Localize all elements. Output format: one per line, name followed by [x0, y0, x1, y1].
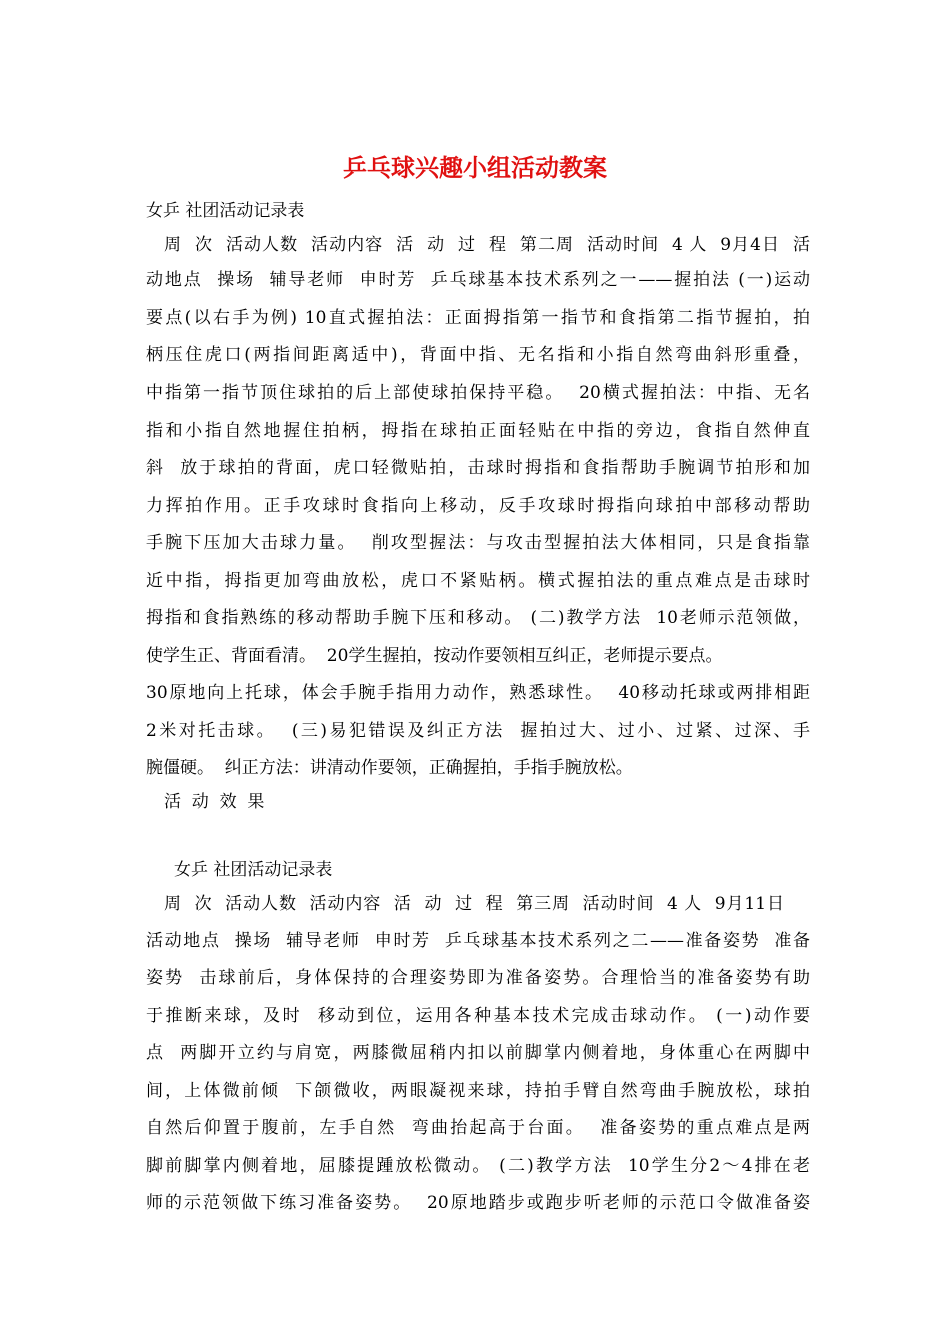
paragraph-line: 周 次 活动人数 活动内容 活 动 过 程 第三周 活动时间 4 人 9月11日: [164, 894, 784, 914]
paragraph-line: 拇指和食指熟练的移动帮助手腕下压和移动。 (二)教学方法 10老师示范领做，: [146, 608, 810, 628]
paragraph-line: 脚前脚掌内侧着地，屈膝提踵放松微动。 (二)教学方法 10学生分2～4排在老: [146, 1156, 810, 1176]
paragraph-line: 柄压住虎口(两指间距离适中)，背面中指、无名指和小指自然弯曲斜形重叠，: [146, 345, 810, 365]
paragraph-line: 近中指，拇指更加弯曲放松，虎口不紧贴柄。横式握拍法的重点难点是击球时: [146, 571, 810, 591]
paragraph-line: 要点(以右手为例) 10直式握拍法：正面拇指第一指节和食指第二指节握拍，拍: [146, 308, 810, 328]
paragraph-line: 使学生正、背面看清。 20学生握拍，按动作要领相互纠正，老师提示要点。: [146, 646, 723, 666]
section-heading: 女乒 社团活动记录表: [174, 860, 333, 880]
section-heading: 女乒 社团活动记录表: [146, 201, 305, 221]
paragraph-line: 周 次 活动人数 活动内容 活 动 过 程 第二周 活动时间 4 人 9月4日 活: [146, 235, 810, 255]
paragraph-line: 指和小指自然地握住拍柄，拇指在球拍正面轻贴在中指的旁边，食指自然伸直: [146, 421, 810, 441]
paragraph-line: 30原地向上托球，体会手腕手指用力动作，熟悉球性。 40移动托球或两排相距: [146, 683, 810, 703]
activity-effect-label: 活 动 效 果: [164, 792, 265, 812]
paragraph-line: 斜 放于球拍的背面，虎口轻微贴拍，击球时拇指和食指帮助手腕调节拍形和加: [146, 458, 810, 478]
paragraph-line: 2米对托击球。 (三)易犯错误及纠正方法 握拍过大、过小、过紧、过深、手: [146, 721, 810, 741]
paragraph-line: 中指第一指节顶住球拍的后上部使球拍保持平稳。 20横式握拍法：中指、无名: [146, 383, 810, 403]
paragraph-line: 间，上体微前倾 下颌微收，两眼凝视来球，持拍手臂自然弯曲手腕放松，球拍: [146, 1081, 810, 1101]
paragraph-line: 腕僵硬。 纠正方法：讲清动作要领，正确握拍，手指手腕放松。: [146, 758, 633, 778]
paragraph-line: 活动地点 操场 辅导老师 申时芳 乒乓球基本技术系列之二——准备姿势 准备: [146, 931, 810, 951]
paragraph-line: 点 两脚开立约与肩宽，两膝微屈稍内扣以前脚掌内侧着地，身体重心在两脚中: [146, 1043, 810, 1063]
paragraph-line: 力挥拍作用。正手攻球时食指向上移动，反手攻球时拇指向球拍中部移动帮助: [146, 496, 810, 516]
paragraph-line: 手腕下压加大击球力量。 削攻型握法：与攻击型握拍法大体相同，只是食指靠: [146, 533, 810, 553]
paragraph-line: 于推断来球，及时 移动到位，运用各种基本技术完成击球动作。 (一)动作要: [146, 1006, 810, 1026]
paragraph-line: 自然后仰置于腹前，左手自然 弯曲抬起高于台面。 准备姿势的重点难点是两: [146, 1118, 810, 1138]
paragraph-line: 动地点 操场 辅导老师 申时芳 乒乓球基本技术系列之一——握拍法 (一)运动: [146, 270, 810, 290]
paragraph-line: 师的示范领做下练习准备姿势。 20原地踏步或跑步听老师的示范口令做准备姿: [146, 1193, 810, 1213]
document-title: 乒乓球兴趣小组活动教案: [343, 153, 607, 182]
paragraph-line: 姿势 击球前后，身体保持的合理姿势即为准备姿势。合理恰当的准备姿势有助: [146, 968, 810, 988]
